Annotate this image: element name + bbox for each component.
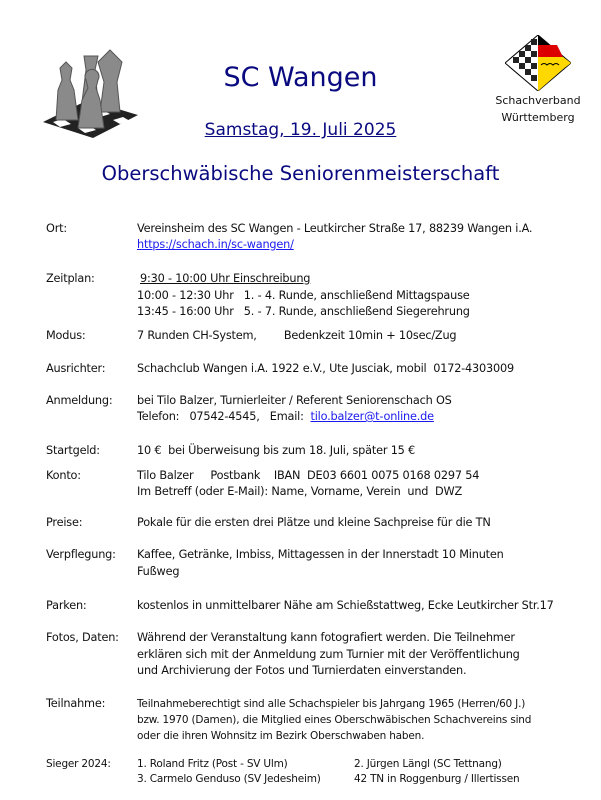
logo-caption — [490, 92, 586, 126]
email-link[interactable]: tilo.balzer@t-online.de — [310, 410, 434, 423]
value-teilnahme: oder die ihren Wohnsitz im Bezirk Oberschwaben haben. — [137, 730, 425, 742]
event-title: Oberschwäbische Seniorenmeisterschaft — [101, 162, 500, 185]
value-anmeldung-contact — [137, 409, 434, 425]
value-zeitplan: 9:30 - 10:00 Uhr Einschreibung — [140, 272, 311, 285]
event-date: Samstag, 19. Juli 2025 — [204, 120, 397, 140]
label-preise: Preise: — [46, 516, 83, 529]
value-modus: 7 Runden CH-System, Bedenkzeit 10min + 10sec/Zug — [137, 329, 457, 342]
participant-count: 42 TN in Roggenburg / Illertissen — [354, 773, 520, 785]
value-startgeld: 10 € bei Überweisung bis zum 18. Juli, später 15 € — [137, 444, 416, 457]
value-teilnahme: Teilnahmeberechtigt sind alle Schachspieler bis Jahrgang 1965 (Herren/60 J.) — [137, 698, 526, 710]
value-konto: Tilo Balzer Postbank IBAN DE03 6601 0075 0168 0297 54 — [137, 469, 480, 482]
value-teilnahme: bzw. 1970 (Damen), die Mitglied eines Oberschwäbischen Schachvereins sind — [137, 714, 532, 726]
schachverband-logo — [505, 35, 571, 91]
value-ausrichter: Schachclub Wangen i.A. 1922 e.V., Ute Jusciak, mobil 0172-4303009 — [137, 362, 514, 375]
club-name: SC Wangen — [223, 62, 378, 93]
logo-caption-line: Württemberg — [501, 111, 575, 124]
logo-caption-line: Schachverband — [495, 94, 581, 107]
value-fotos: Während der Veranstaltung kann fotografiert werden. Die Teilnehmer — [137, 631, 515, 644]
label-sieger: Sieger 2024: — [46, 758, 111, 770]
label-modus: Modus: — [46, 329, 86, 342]
label-verpflegung: Verpflegung: — [46, 548, 116, 561]
value-verpflegung: Kaffee, Getränke, Imbiss, Mittagessen in der Innerstadt 10 Minuten — [137, 548, 504, 561]
value-zeitplan: 13:45 - 16:00 Uhr 5. - 7. Runde, anschließend Siegerehrung — [137, 305, 470, 318]
label-parken: Parken: — [46, 599, 87, 612]
winner-entry: 3. Carmelo Genduso (SV Jedesheim) — [137, 773, 321, 785]
label-zeitplan: Zeitplan: — [46, 272, 95, 285]
winner-entry: 1. Roland Fritz (Post - SV Ulm) — [137, 758, 288, 770]
label-teilnahme: Teilnahme: — [46, 697, 106, 710]
value-zeitplan: 10:00 - 12:30 Uhr 1. - 4. Runde, anschließend Mittagspause — [137, 289, 470, 302]
label-konto: Konto: — [46, 469, 81, 482]
label-anmeldung: Anmeldung: — [46, 394, 113, 407]
value-konto: Im Betreff (oder E-Mail): Name, Vorname, Verein und DWZ — [137, 485, 463, 498]
label-fotos: Fotos, Daten: — [46, 631, 119, 644]
value-anmeldung: bei Tilo Balzer, Turnierleiter / Referent Seniorenschach OS — [137, 394, 452, 407]
winner-entry: 2. Jürgen Längl (SC Tettnang) — [354, 758, 502, 770]
label-startgeld: Startgeld: — [46, 444, 100, 457]
value-ort: Vereinsheim des SC Wangen - Leutkircher Straße 17, 88239 Wangen i.A. — [137, 222, 533, 235]
value-verpflegung: Fußweg — [137, 565, 180, 578]
label-ort: Ort: — [46, 222, 67, 235]
label-ausrichter: Ausrichter: — [46, 362, 106, 375]
value-fotos: und Archivierung der Fotos und Turnierdaten einverstanden. — [137, 664, 467, 677]
value-parken: kostenlos in unmittelbarer Nähe am Schießstattweg, Ecke Leutkircher Str.17 — [137, 599, 554, 612]
value-preise: Pokale für die ersten drei Plätze und kleine Sachpreise für die TN — [137, 516, 491, 529]
phone-text: Telefon: 07542-4545, Email: — [137, 410, 311, 423]
value-fotos: erklären sich mit der Anmeldung zum Turnier mit der Veröffentlichung — [137, 648, 520, 661]
club-website-link[interactable]: https://schach.in/sc-wangen/ — [137, 238, 294, 251]
